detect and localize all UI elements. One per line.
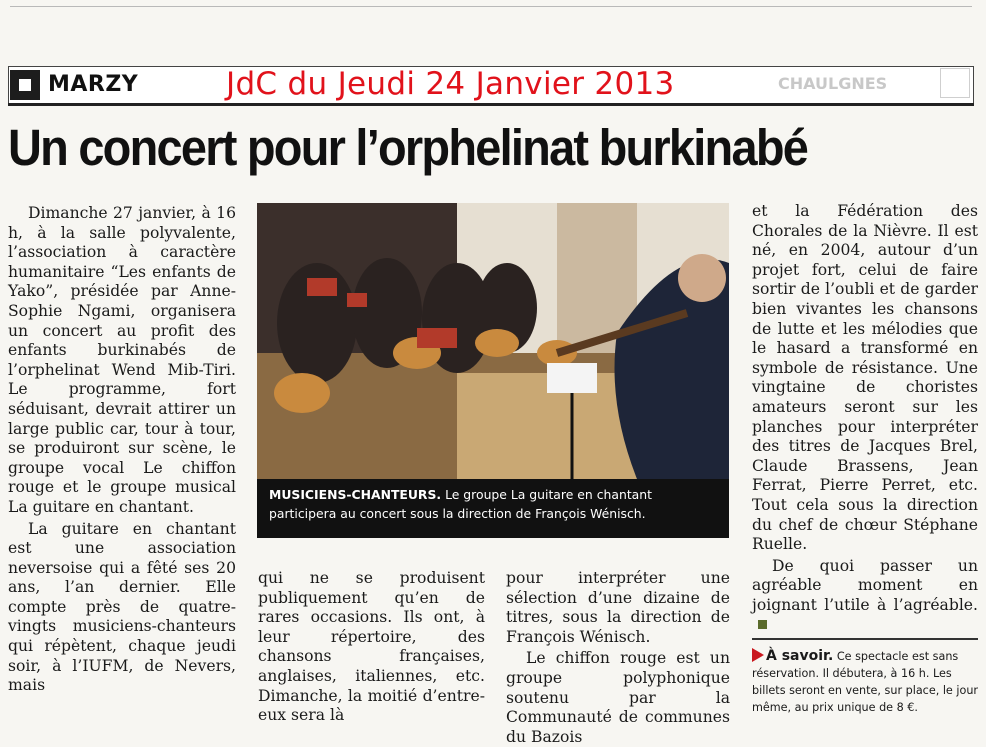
section-header-rule — [8, 103, 974, 106]
article-column-1 — [8, 204, 236, 696]
caption-lead: MUSICIENS-CHANTEURS. — [269, 487, 442, 502]
paragraph: La guitare en chantant est une association neversoise qui a fêté ses 20 ans, l’an dernier. Elle compte près de quatre-vingts musiciens-chanteurs qui répètent, chaque jeudi soir, à l’IUFM, de Nevers, mais — [8, 519, 236, 695]
arrow-icon — [752, 648, 764, 662]
paragraph: et la Fédération des Chorales de la Nièvre. Il est né, en 2004, autour d’un projet fort, celui de faire sortir de l’oubli et de garder bien vivantes les chansons de lutte et les mélodies que le hasard a transformé en symbole de résistance. Une vingtaine de choristes amateurs seront sur les planches pour interpréter des titres de Jacques Brel, Claude Brassens, Jean Ferrat, Pierre Perret, etc. Tout cela sous la direction du chef de chœur Stéphane Ruelle. — [752, 202, 978, 554]
paragraph — [752, 557, 978, 635]
info-box-label: À savoir. — [766, 648, 834, 664]
paragraph: qui ne se produisent publiquement qu’en de rares occasions. Ils ont, à leur répertoire, des chansons françaises, anglaises, italiennes, etc. Dimanche, la moitié d’entre-eux sera là — [258, 569, 485, 725]
paragraph: Dimanche 27 janvier, à 16 h, à la salle polyvalente, l’association à caractère humanitaire “Les enfants de Yako”, présidée par Anne-Sophie Ngami, organisera un concert au profit des enfants burkinabés de l’orphelinat Wend Mib-Tiri. Le programme, fort séduisant, devrait attirer un large public car, tour à tour, se produiront sur scène, le groupe vocal Le chiffon rouge et le groupe musical La guitare en chantant. — [8, 204, 236, 516]
paragraph: pour interpréter une sélection d’une dizaine de titres, sous la direction de François Wénisch. — [506, 569, 730, 646]
top-rule — [10, 6, 972, 7]
caption-text: Le groupe La guitare en chantant participera au concert sous la direction de François Wénisch. — [269, 487, 652, 521]
photo-caption — [257, 479, 729, 538]
date-stamp: JdC du Jeudi 24 Janvier 2013 — [226, 66, 675, 102]
closing-text: De quoi passer un agréable moment en joignant l’utile à l’agréable. — [752, 556, 978, 614]
concert-photo-image — [257, 203, 729, 479]
info-box-rule — [752, 638, 978, 640]
article-column-4 — [752, 202, 978, 635]
bleed-through-icon — [940, 68, 970, 98]
section-title: MARZY — [48, 72, 139, 97]
info-box-text: Ce spectacle est sans réservation. Il débutera, à 16 h. Les billets seront en vente, sur place, le jour même, au prix unique de 8 €. — [752, 650, 979, 714]
bleed-through-section: CHAULGNES — [778, 74, 888, 93]
article-column-2 — [258, 569, 485, 726]
concert-photo — [257, 203, 729, 479]
headline: Un concert pour l’orphelinat burkinabé — [8, 119, 808, 176]
paragraph: Le chiffon rouge est un groupe polyphonique soutenu par la Communauté de communes du Bazois — [506, 649, 730, 746]
end-mark-icon — [758, 620, 767, 629]
info-box — [752, 648, 982, 716]
article-column-3 — [506, 569, 730, 747]
section-square-icon — [10, 70, 40, 100]
